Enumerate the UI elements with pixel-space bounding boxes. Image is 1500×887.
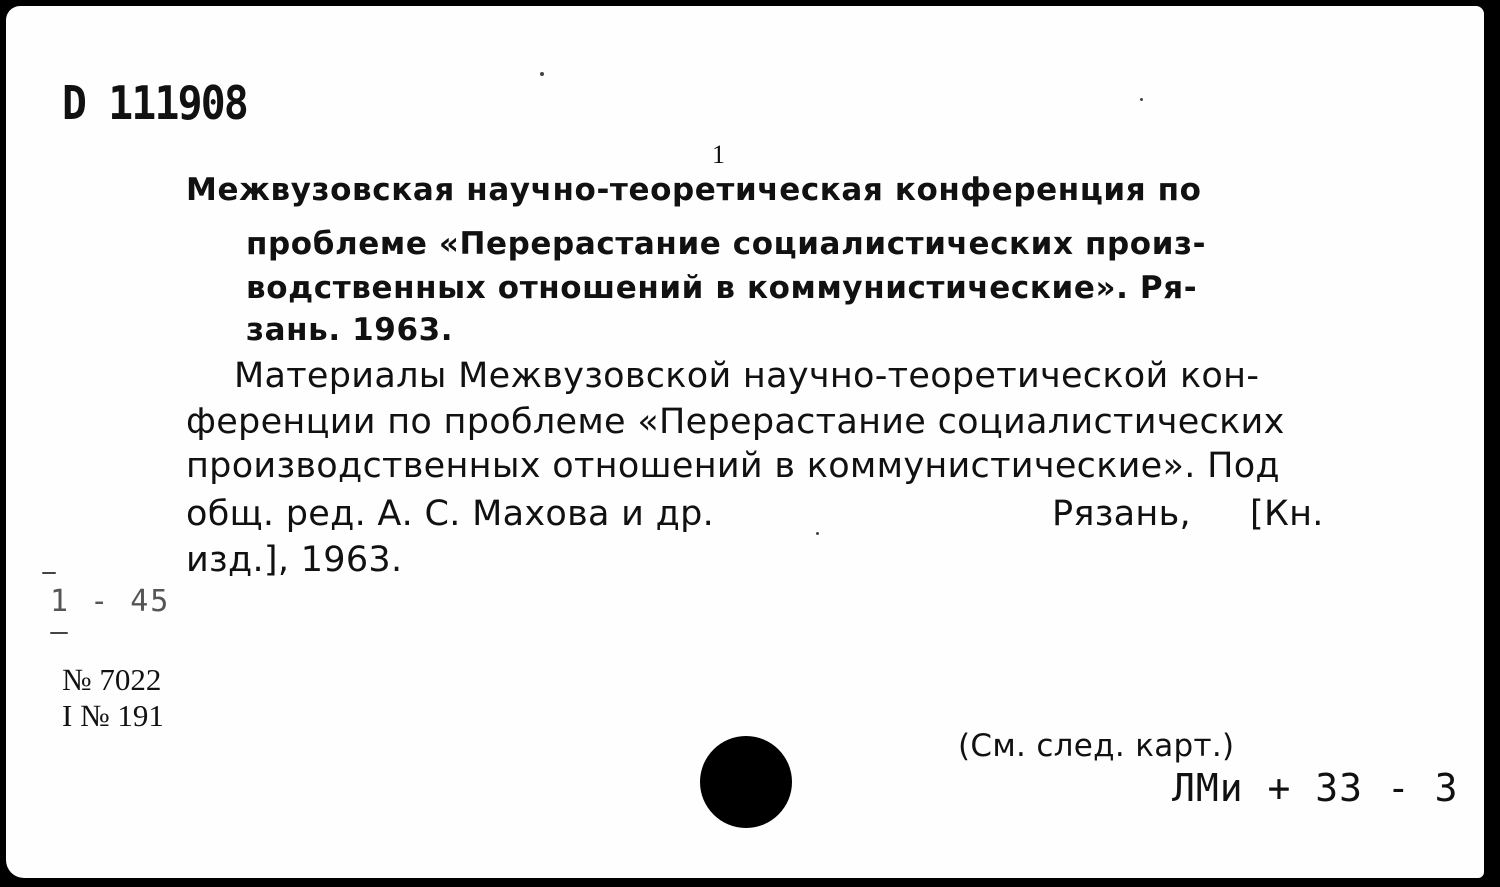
handwritten-note: ЛМи + 33 - 3 xyxy=(1172,766,1459,810)
faded-handwritten-mark: 1 - 45 xyxy=(50,584,171,619)
body-line-1: Материалы Межвузовской научно-теоретической кон- xyxy=(234,356,1260,396)
continuation-note: (См. след. карт.) xyxy=(958,728,1235,764)
card-number: 1 xyxy=(712,140,725,169)
speck xyxy=(50,632,68,634)
body-line-4: общ. ред. А. С. Махова и др. xyxy=(186,494,715,534)
heading-line-1: Межвузовская научно-теоретическая конференция по xyxy=(186,172,1202,208)
body-line-4-place: Рязань, xyxy=(1052,494,1191,534)
speck xyxy=(540,72,544,76)
body-line-4-publisher: [Кн. xyxy=(1250,494,1324,534)
body-line-2: ференции по проблеме «Перерастание социалистических xyxy=(186,402,1285,442)
speck xyxy=(1140,98,1143,101)
speck xyxy=(42,572,56,574)
series-number: I № 191 xyxy=(62,698,164,733)
punch-hole xyxy=(700,736,792,828)
heading-line-4: зань. 1963. xyxy=(246,312,454,348)
speck xyxy=(816,532,819,535)
body-line-3: производственных отношений в коммунистические». Под xyxy=(186,446,1280,486)
inventory-number: № 7022 xyxy=(62,662,162,697)
heading-line-3: водственных отношений в коммунистические». Ря- xyxy=(246,270,1198,306)
catalog-card xyxy=(6,6,1484,878)
shelfmark-handwritten: D 111908 xyxy=(62,76,248,130)
body-line-5: изд.], 1963. xyxy=(186,540,403,580)
heading-line-2: проблеме «Перерастание социалистических произ- xyxy=(246,226,1207,262)
